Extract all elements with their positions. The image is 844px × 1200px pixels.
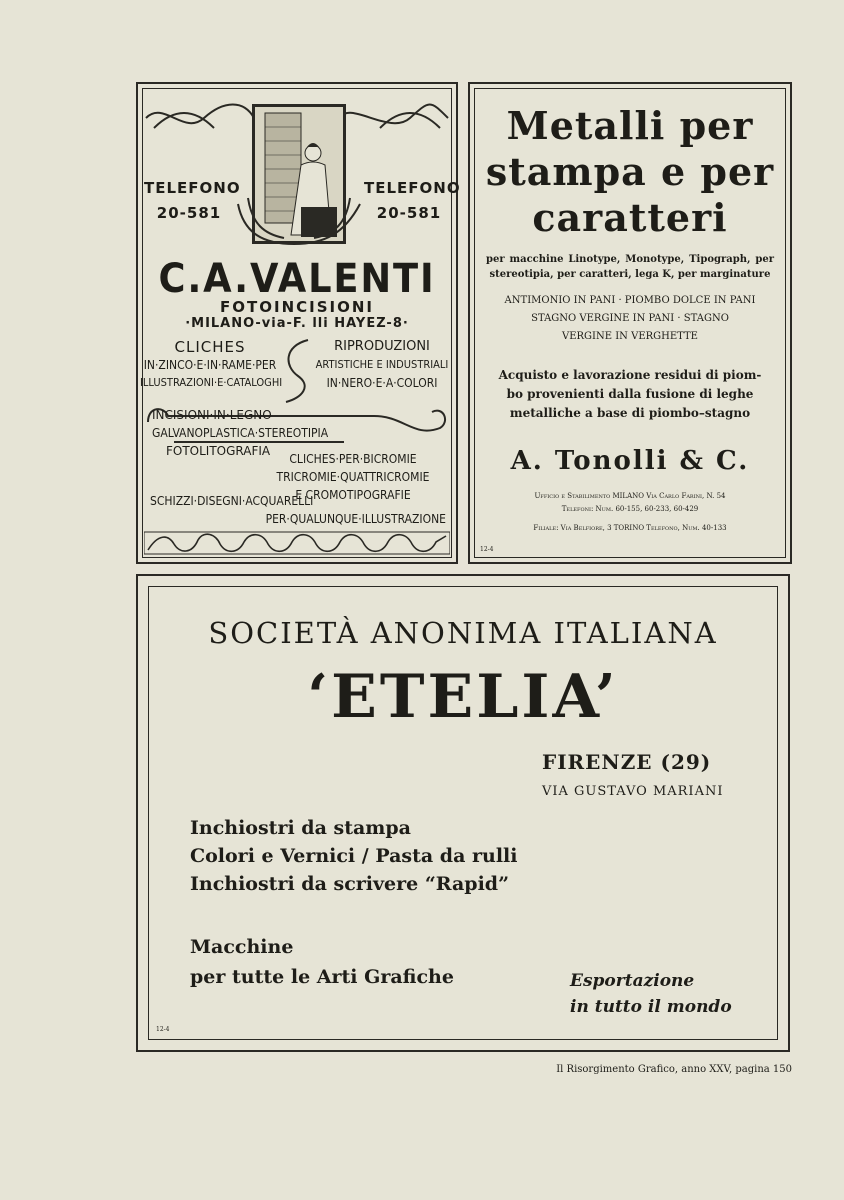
riproduzioni-line-1: ARTISTICHE E INDUSTRIALI [315,358,449,371]
tonolli-company-name: A. Tonolli & C. [510,446,750,476]
etelia-export [570,968,732,1020]
etelia-street: VIA GUSTAVO MARIANI [542,784,724,799]
cliches-column [140,338,283,392]
cliches-title: CLICHES [174,338,246,356]
cliches-line-1: IN·ZINCO·E·IN·RAME·PER [143,358,277,372]
telephone-right-label: TELEFONO [364,179,461,197]
valenti-ad [136,82,461,564]
telephone-right [364,176,461,226]
schizzi-line: SCHIZZI·DISEGNI·ACQUARELLI [150,494,314,508]
telephone-left [144,176,241,226]
office-line-1: Ufficio e Stabilimento MILANO Via Carlo Farini, N. 54 [534,492,726,500]
company-name: C.A.VALENTI [158,256,436,302]
headline-line-3: caratteri [532,195,728,240]
etelia-name: ‘ETELIA’ [307,662,619,732]
headline-line-2: stampa e per [485,149,775,194]
incisioni-line-2: GALVANOPLASTICA·STEREOTIPIA [152,426,329,440]
telephone-left-label: TELEFONO [144,179,241,197]
frame-flourish [234,194,364,254]
company-subtitle: FOTOINCISIONI [220,298,374,316]
export-line-2: in tutto il mondo [570,997,732,1017]
riproduzioni-title: RIPRODUZIONI [334,339,430,354]
office-block [470,490,790,516]
machines-line-2: per tutte le Arti Grafiche [190,966,454,988]
products-line-2: STAGNO VERGINE IN PANI · STAGNO [531,313,729,324]
office-line-2: Telefoni: Num. 60-155, 60-233, 60-429 [561,505,699,513]
etelia-machines [190,932,454,992]
export-line-1: Esportazione [570,971,695,991]
acquisto-block [470,366,790,423]
acquisto-line-3: metalliche a base di piombo–stagno [509,406,751,420]
tonolli-ad [468,82,792,564]
etelia-ad [136,574,790,1052]
page-footer: Il Risorgimento Grafico, anno XXV, pagina 150 [556,1064,792,1075]
products-line-1: ANTIMONIO IN PANI · PIOMBO DOLCE IN PANI [504,295,756,306]
bicromie-line-2: TRICROMIE·QUATTRICROMIE [276,470,430,484]
product-line-3: Inchiostri da scrivere “Rapid” [190,873,510,895]
headline-line-1: Metalli per [506,103,754,148]
product-line-2: Colori e Vernici ∕ Pasta da rulli [190,845,518,867]
filiale-line: Filiale: Via Belfiore, 3 TORINO Telefono, Num. 40-133 [533,524,727,532]
incisioni-line-3: FOTOLITOGRAFIA [166,444,271,458]
etelia-products [190,814,518,898]
machines-line-1: Macchine [190,936,294,958]
acquisto-line-2: bo provenienti dalla fusione di leghe [506,387,754,401]
column-divider-flourish [278,336,314,406]
bicromie-line-3: E CROMOTIPOGRAFIE [295,488,411,502]
telephone-left-number: 20-581 [156,204,222,222]
riproduzioni-column [310,338,454,392]
illustrazione-line: PER·QUALUNQUE·ILLUSTRAZIONE [265,512,446,526]
riproduzioni-line-2: IN·NERO·E·A·COLORI [326,376,438,390]
products-block [470,292,790,346]
tonolli-code: 12-4 [480,546,494,553]
bicromie-line-1: CLICHES·PER·BICROMIE [289,452,417,466]
product-line-1: Inchiostri da stampa [190,817,411,839]
etelia-city: FIRENZE (29) [542,750,712,774]
acquisto-line-1: Acquisto e lavorazione residui di piom- [498,368,762,382]
bottom-ornament [144,530,450,556]
incisioni-line-1: INCISIONI·IN·LEGNO [152,408,272,422]
cliches-line-2: ILLUSTRAZIONI·E·CATALOGHI [140,376,283,389]
company-address: ·MILANO-via-F. lli HAYEZ-8· [185,316,409,331]
products-line-3: VERGINE IN VERGHETTE [562,331,698,342]
etelia-code: 12-4 [156,1026,170,1033]
etelia-title: SOCIETÀ ANONIMA ITALIANA [208,616,718,650]
telephone-right-number: 20-581 [376,204,442,222]
machines-description: per macchine Linotype, Monotype, Tipograph, per stereotipia, per caratteri, lega K, per marginature [486,254,774,280]
